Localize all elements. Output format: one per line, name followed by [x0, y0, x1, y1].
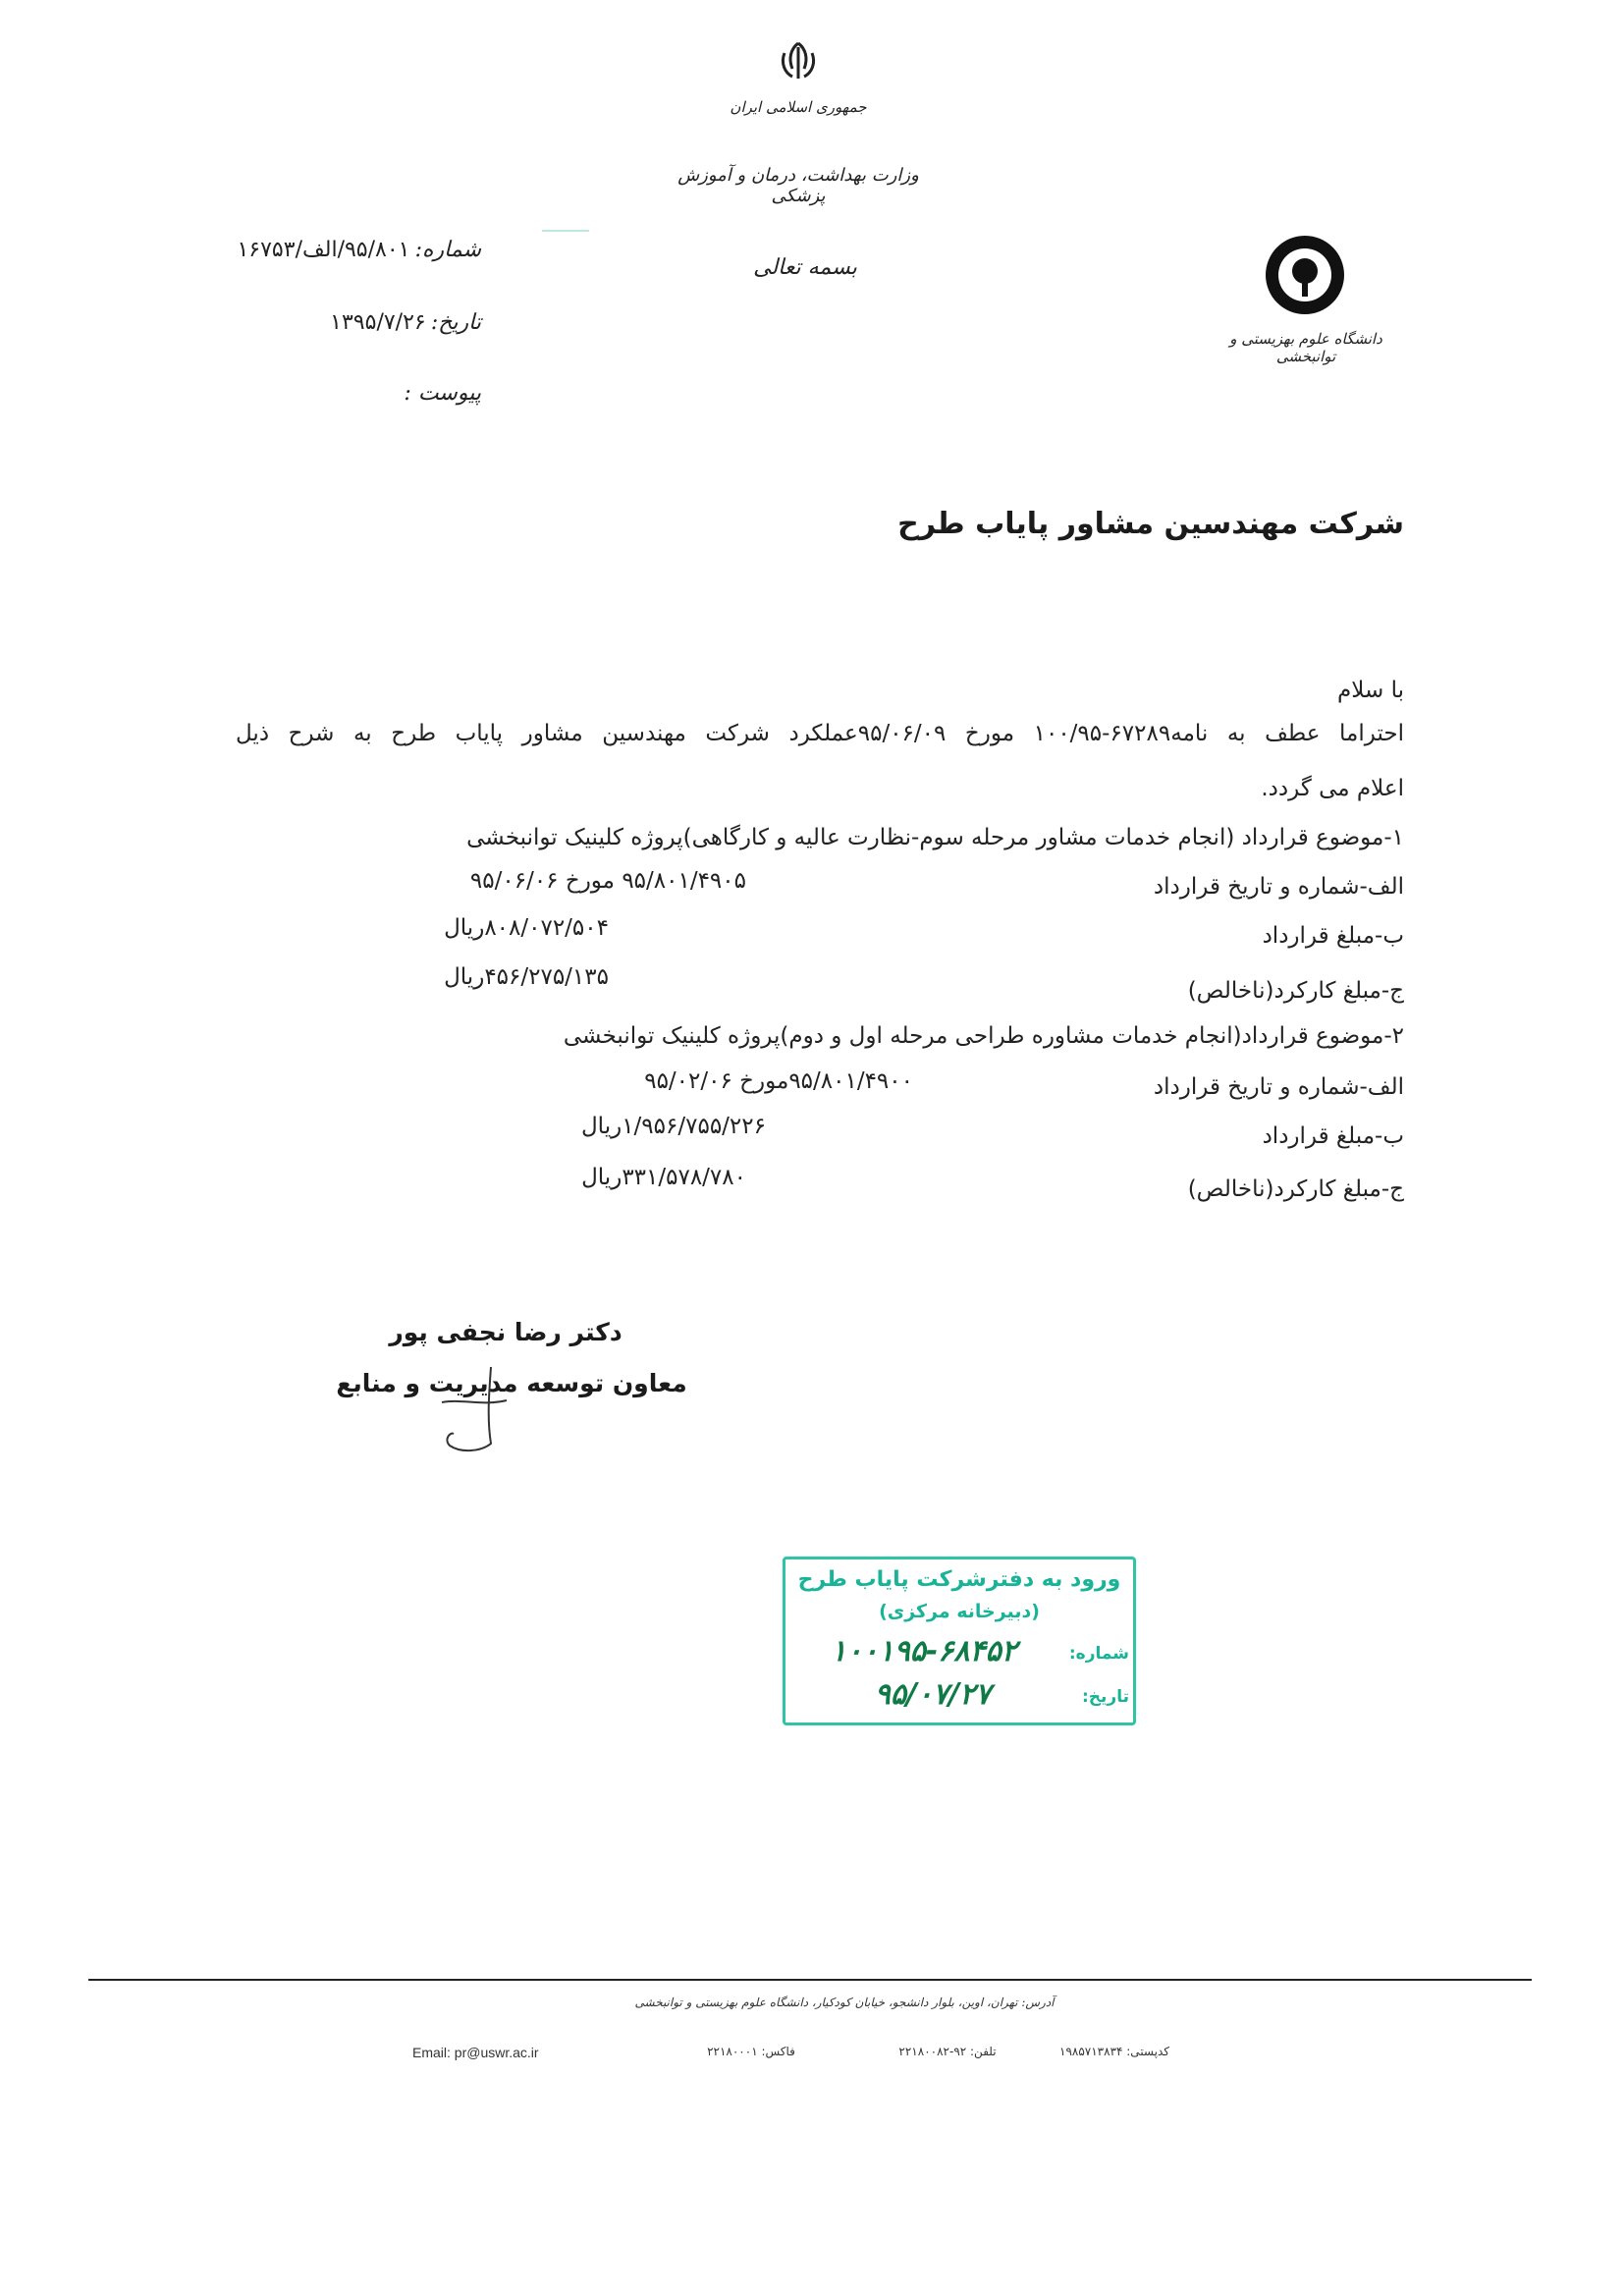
- item1-number-date-label: الف-شماره و تاریخ قرارداد: [1153, 874, 1404, 900]
- item2-number-date-label: الف-شماره و تاریخ قرارداد: [1153, 1074, 1404, 1100]
- letter-date-value: ۱۳۹۵/۷/۲۶: [330, 310, 426, 335]
- letter-attachment-row: [373, 381, 481, 406]
- footer-address: آدرس: تهران، اوین، بلوار دانشجو، خیابان کودکیار، دانشگاه علوم بهزیستی و توانبخشی: [634, 1995, 1055, 2009]
- letter-number-label: شماره:: [414, 238, 481, 262]
- footer-divider: [88, 1979, 1532, 1981]
- item2-subject: ۲-موضوع قرارداد(انجام خدمات مشاوره طراحی مرحله اول و دوم)پروژه کلینیک توانبخشی: [563, 1023, 1404, 1049]
- greeting: با سلام: [1337, 678, 1404, 703]
- body-paragraph-line1: احتراما عطف به نامه۶۷۲۸۹-۱۰۰/۹۵ مورخ ۹۵/۰۶/۰۹عملکرد شرکت مهندسین مشاور پایاب طرح به شرح ذیل: [236, 721, 1405, 746]
- stamp-number-value: ۱۰۰۱۹۵-۶۸۴۵۲: [831, 1634, 1017, 1668]
- item2-performance-value: ۳۳۱/۵۷۸/۷۸۰ریال: [581, 1165, 746, 1190]
- iran-emblem-icon: [779, 39, 818, 84]
- signatory-name: دکتر رضا نجفی پور: [389, 1318, 623, 1346]
- recipient: شرکت مهندسین مشاور پایاب طرح: [897, 507, 1404, 541]
- letter-attachment-label: پیوست :: [404, 381, 481, 406]
- ministry-name: وزارت بهداشت، درمان و آموزش پزشکی: [677, 165, 919, 206]
- item2-number-date-value: ۹۵/۸۰۱/۴۹۰۰مورخ ۹۵/۰۲/۰۶: [644, 1068, 913, 1094]
- stamp-number-label: شماره:: [1068, 1644, 1129, 1664]
- body-paragraph-line2: اعلام می گردد.: [1261, 776, 1404, 801]
- footer-postal-code: کدپستی: ۱۹۸۵۷۱۳۸۳۴: [1059, 2045, 1169, 2058]
- university-logo-icon: [1262, 232, 1348, 318]
- letter-number-value: ۹۵/۸۰۱/الف/۱۶۷۵۳: [237, 238, 410, 262]
- item1-amount-label: ب-مبلغ قرارداد: [1262, 923, 1404, 949]
- signatory-title: معاون توسعه مدیریت و منابع: [336, 1369, 687, 1397]
- stamp-subtitle: (دبیرخانه مرکزی): [879, 1601, 1040, 1622]
- footer-phone: تلفن: ۹۲-۲۲۱۸۰۰۸۲: [898, 2045, 997, 2058]
- header-accent-line: [542, 230, 589, 232]
- invocation: بسمه تعالی: [753, 255, 857, 280]
- item2-amount-value: ۱/۹۵۶/۷۵۵/۲۲۶ریال: [580, 1114, 766, 1139]
- stamp-date-value: ۹۵/۰۷/۲۷: [874, 1677, 992, 1712]
- stamp-date-label: تاریخ:: [1082, 1687, 1129, 1707]
- footer-email: Email: pr@uswr.ac.ir: [412, 2045, 539, 2060]
- item1-performance-value: ۴۵۶/۲۷۵/۱۳۵ریال: [444, 964, 609, 990]
- letter-date-row: [255, 310, 481, 335]
- item1-number-date-value: ۹۵/۸۰۱/۴۹۰۵ مورخ ۹۵/۰۶/۰۶: [469, 868, 746, 894]
- item2-performance-label: ج-مبلغ کارکرد(ناخالص): [1187, 1176, 1404, 1202]
- letter-date-label: تاریخ:: [430, 310, 481, 335]
- item1-subject: ۱-موضوع قرارداد (انجام خدمات مشاور مرحله سوم-نظارت عالیه و کارگاهی)پروژه کلینیک توانبخشی: [466, 825, 1404, 850]
- stamp-title: ورود به دفترشرکت پایاب طرح: [797, 1567, 1121, 1592]
- letter-number-row: [196, 238, 481, 262]
- item1-performance-label: ج-مبلغ کارکرد(ناخالص): [1187, 978, 1404, 1004]
- item1-amount-value: ۸۰۸/۰۷۲/۵۰۴ریال: [444, 915, 609, 941]
- footer-fax: فاکس: ۲۲۱۸۰۰۰۱: [707, 2045, 795, 2058]
- university-name: دانشگاه علوم بهزیستی و توانبخشی: [1229, 330, 1382, 365]
- signature-mark: [432, 1365, 530, 1458]
- item2-amount-label: ب-مبلغ قرارداد: [1262, 1123, 1404, 1149]
- country-name: جمهوری اسلامی ایران: [730, 98, 867, 116]
- received-stamp: [783, 1557, 1136, 1725]
